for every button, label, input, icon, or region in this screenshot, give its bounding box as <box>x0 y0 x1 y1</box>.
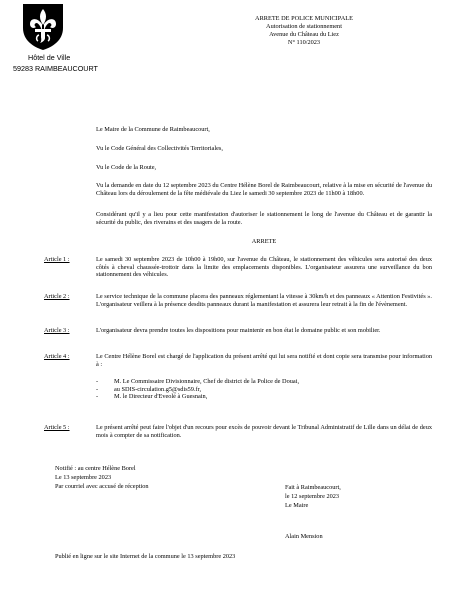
article-5-text: Le présent arrêté peut faire l'objet d'un recours pour excès de pouvoir devant le Tribunal Administratif de Lille dans un délai de deux mois à compter de sa notification. <box>96 424 432 439</box>
article-2-text: Le service technique de la commune placera des panneaux réglementant la vitesse à 30km/h et des panneaux « Attention Festivités ». L'organisateur veillera à la présence desdits panneaux durant la manifestation et assurera leur retrait à la fin de l'évènement. <box>96 293 432 308</box>
article-1-label: Article 1 : <box>44 256 70 263</box>
signature-date: le 12 septembre 2023 <box>285 493 340 500</box>
article-2-label: Article 2 : <box>44 293 70 300</box>
signature-role: Le Maire <box>285 502 309 509</box>
letterhead-name: Hôtel de Ville <box>28 53 71 62</box>
signature-place: Fait à Raimbeaucourt, <box>285 484 341 491</box>
document-location: Avenue du Château du Liez <box>269 31 339 38</box>
signature-name: Alain Mension <box>285 533 323 540</box>
recipient-item: - M. le Directeur d'Eveolé à Guesnain, <box>96 393 416 401</box>
article-1-text: Le samedi 30 septembre 2023 de 10h00 à 19h00, sur l'avenue du Château, le stationnement des véhicules sera autorisé des deux côtés à cheval chaussée-trottoir dans la limite des emplacements disponibles. L'organisateur assurera une surveillance du bon stationnement des véhicules. <box>96 256 432 278</box>
intro-mayor: Le Maire de la Commune de Raimbeaucourt, <box>96 126 210 133</box>
notification-line-1: Notifié : au centre Hélène Borel <box>55 465 136 472</box>
document-subtitle: Autorisation de stationnement <box>266 23 342 30</box>
notification-line-2: Le 13 septembre 2023 <box>55 474 112 481</box>
fleur-de-lis-shield-icon <box>21 2 65 52</box>
recipient-item: - au SDIS-circulation.g5@sdis59.fr, <box>96 386 416 394</box>
article-4-label: Article 4 : <box>44 353 70 360</box>
arrete-heading: ARRETE <box>251 238 277 245</box>
letterhead-address: 59283 RAIMBEAUCOURT <box>13 64 98 73</box>
intro-route: Vu le Code de la Route, <box>96 164 157 171</box>
intro-cgct: Vu le Code Général des Collectivités Territoriales, <box>96 145 223 152</box>
intro-considering: Considérant qu'il y a lieu pour cette manifestation d'autoriser le stationnement le long de l'avenue du Château et de garantir la sécurité du public, des riverains et des usagers de la route. <box>96 211 432 226</box>
document-number: N° 110/2023 <box>287 39 321 46</box>
notification-line-3: Par courriel avec accusé de réception <box>55 483 149 490</box>
coat-of-arms-logo <box>21 2 65 52</box>
article-3-text: L'organisateur devra prendre toutes les dispositions pour maintenir en bon état le domaine public et son mobilier. <box>96 327 381 334</box>
recipient-item: - M. Le Commissaire Divisionnaire, Chef de district de la Police de Douai, <box>96 378 416 386</box>
article-3-label: Article 3 : <box>44 327 70 334</box>
intro-request: Vu la demande en date du 12 septembre 2023 du Centre Hélène Borel de Raimbeaucourt, relative à la mise en sécurité de l'avenue du Château lors du déroulement de la fête médiévale du Liez le samedi 30 septembre 2023 de 11h00 à 18h00. <box>96 182 432 197</box>
article-4-text: Le Centre Hélène Borel est chargé de l'application du présent arrêté qui lui sera notifié et dont copie sera transmise pour information à : <box>96 353 432 368</box>
article-5-label: Article 5 : <box>44 424 70 431</box>
document-title: ARRETE DE POLICE MUNICIPALE <box>255 15 353 22</box>
publication-note: Publié en ligne sur le site Internet de la commune le 13 septembre 2023 <box>55 553 236 560</box>
recipient-list <box>96 378 416 401</box>
